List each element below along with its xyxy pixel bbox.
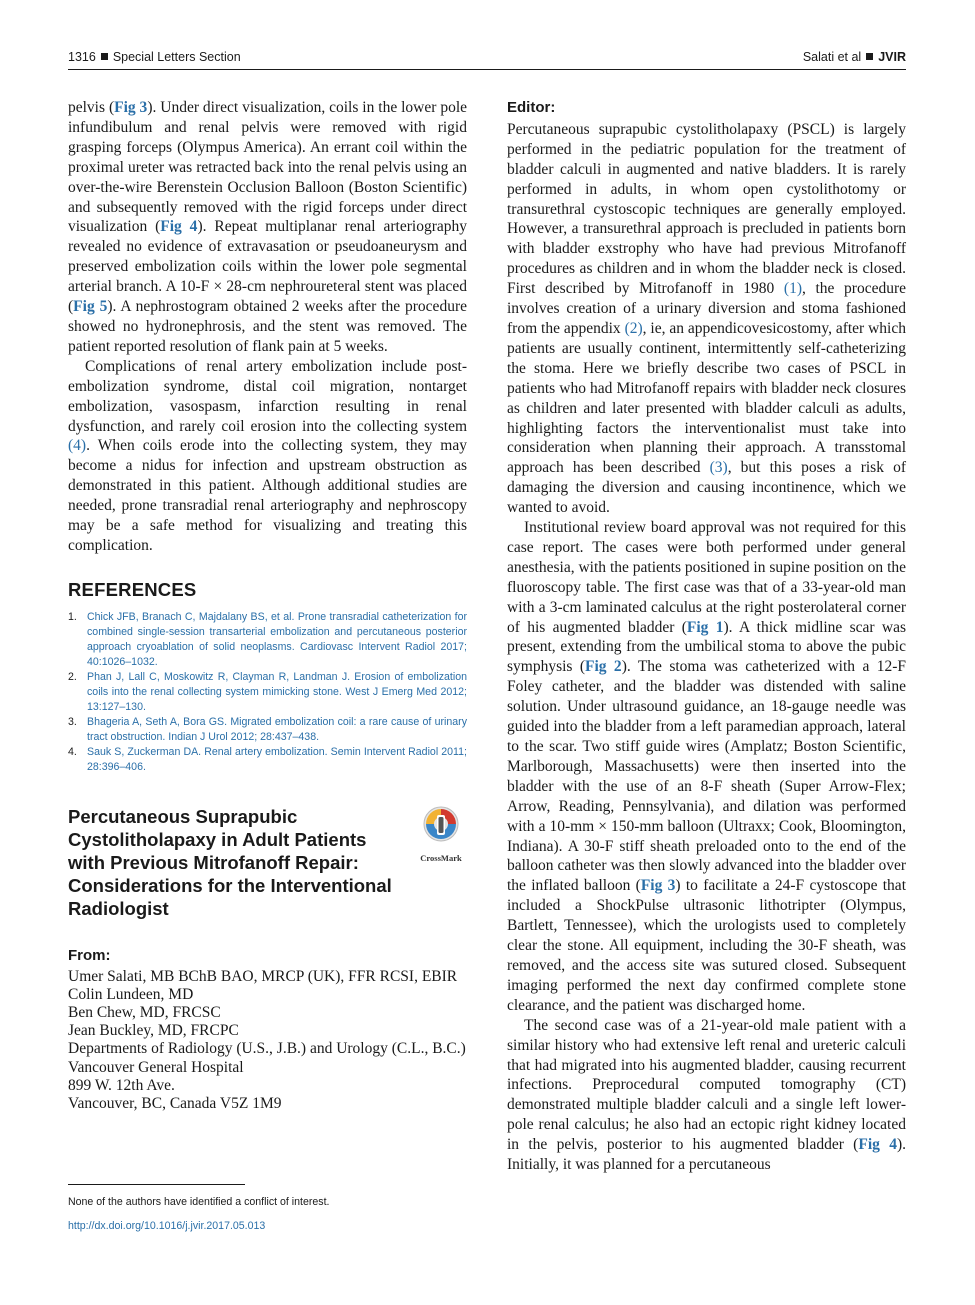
text-run: ). The stoma was catheterized with a 12-F Foley catheter, and the bladder was distended with saline solution. Under ultrasound guidance, an 18-gauge needle was guided into the bladder from a left paramedian approach, lateral to the scar. Two stiff guide wires (Amplatz; Boston Scientific, Marlborough, Massachusetts) were then inserted into the bladder with the use of an 8-F sheath (Super Arrow-Flex; Arrow, Reading, Pennsylvania), and dilation was performed with a 10-mm × 150-mm balloon (Ultraxx; Cook, Bloomington, Indiana). A 30-F stiff sheath preloaded onto to the end of the balloon catheter was then slowly advanced into the bladder over the inflated balloon ( [507,658,906,895]
reference-link[interactable]: Phan J, Lall C, Moskowitz R, Clayman R, Landman J. Erosion of embolization coils into the renal collecting system mimicking stone. West J Emerg Med 2012; 13:127–130. [87,670,467,713]
text-run: ). A nephrostogram obtained 2 weeks after the procedure showed no hydronephrosis, and the stent was removed. The patient reported resolution of flank pain at 5 weeks. [68,298,467,355]
text-run: Percutaneous suprapubic cystolitholapaxy (PSCL) is largely performed in the pediatric population for the treatment of bladder calculi in augmented and native bladders. It is rarely performed in adults, in whom open cystolithotomy or transurethral cystoscopic techniques are generally employed. However, a transurethral approach is precluded in patients born with bladder exstrophy who have had previous Mitrofanoff procedures as children and in whom the bladder neck is closed. First described by Mitrofanoff in 1980 [507,120,906,298]
text-run: pelvis ( [68,99,115,116]
author-line: Colin Lundeen, MD [68,985,194,1003]
body-paragraph [507,120,906,518]
body-paragraph [507,518,906,1016]
reference-link[interactable]: Sauk S, Zuckerman DA. Renal artery embolization. Semin Intervent Radiol 2011; 28:396–406. [87,745,467,773]
citation-link[interactable]: (2) [624,319,643,337]
references-heading: REFERENCES [68,578,197,600]
address-line: 899 W. 12th Ave. [68,1076,175,1094]
reference-item [68,715,467,745]
crossmark-label: CrossMark [420,852,462,863]
crossmark-icon [415,805,467,845]
article-title: Percutaneous Suprapubic Cystolitholapaxy in Adult Patients with Previous Mitrofanoff Repair: Considerations for the Interventional Radiologist [68,805,392,919]
body-paragraph [507,1016,906,1175]
figure-link[interactable]: Fig 1 [686,618,724,636]
text-run: , but this poses a risk of damaging the diversion and causing incontinence, which we wanted to avoid. [507,459,906,517]
text-run: ). A thick midline scar was present, extending from the umbilical stoma to above the pubic symphysis ( [507,618,906,676]
figure-link[interactable]: Fig 2 [585,658,622,676]
page-number: 1316 [68,50,96,64]
left-column [68,98,467,1113]
reference-list [68,610,467,775]
editor-heading: Editor: [507,99,556,116]
footnote-rule [68,1184,245,1185]
header-right [803,50,906,64]
header-left [68,50,241,64]
body-paragraph [68,98,467,357]
affiliation-line: Departments of Radiology (U.S., J.B.) and Urology (C.L., B.C.) [68,1040,466,1058]
author-line: Umer Salati, MB BChB BAO, MRCP (UK), FFR RCSI, EBIR [68,967,458,985]
text-run: Complications of renal artery embolization include post-embolization syndrome, distal coil migration, nontarget embolization, vasospasm, infarction resulting in renal dysfunction, and rarely coil erosion into the collecting system [68,357,467,435]
doi-link[interactable]: http://dx.doi.org/10.1016/j.jvir.2017.05.013 [68,1220,266,1232]
header-rule [68,69,906,70]
reference-item [68,610,467,670]
text-run: ) to facilitate a 24-F cystoscope that included a ShockPulse ultrasonic lithotripter (Olympus, Bartlett, Tennessee), which the urologists used to completely clear the stone. All equipment, including the 30-F sheath, was removed, and the access site was sutured closed. Subsequent imaging performed the next day confirmed complete stone clearance, and the patient was discharged home. [507,877,906,1014]
figure-link[interactable]: Fig 4 [160,218,198,236]
citation-link[interactable]: (3) [709,459,728,477]
text-run: . When coils erode into the collecting system, they may become a nidus for infection and upstream obstruction as demonstrated in this patient. Although additional studies are needed, prone transradial renal arteriography and nephroscopy may be a safe method for visualizing and treating this complication. [68,437,467,554]
figure-link[interactable]: Fig 3 [114,99,148,116]
article-title-block [68,805,467,920]
journal-name: JVIR [878,50,906,64]
text-run: The second case was of a 21-year-old male patient with a similar history who had extensive left renal and ureteric calculi that had migrated into his augmented bladder, causing recurrent infections. Preprocedural computed tomography (CT) demonstrated multiple bladder calculi and a single left lower-pole renal calculus; he also had an ectopic right kidney located in the pelvis, posterior to his augmented bladder ( [507,1016,906,1154]
figure-link[interactable]: Fig 3 [640,877,676,895]
reference-number: 1. [68,610,77,623]
reference-number: 4. [68,745,77,758]
author-affiliations [68,968,467,1114]
crossmark-badge[interactable] [415,805,467,863]
reference-number: 3. [68,715,77,728]
text-run: Institutional review board approval was not required for this case report. The cases were both performed under general anesthesia, with the patients positioned in supine position on the fluoroscopy table. The first case was that of a 33-year-old man with a 3-cm laminated calculus at the right posterolateral corner of his augmented bladder ( [507,519,906,636]
figure-link[interactable]: Fig 5 [73,298,108,316]
author-line: Jean Buckley, MD, FRCPC [68,1022,239,1040]
text-run: , the procedure involves creation of a urinary diversion and stoma fashioned from the appendix [507,280,906,337]
section-name: Special Letters Section [112,50,241,64]
reference-item [68,745,467,775]
reference-link[interactable]: Bhageria A, Seth A, Bora GS. Migrated embolization coil: a rare cause of urinary tract obstruction. Indian J Urol 2012; 28:437–438. [87,715,467,743]
right-column [507,98,906,1175]
reference-number: 2. [68,670,77,683]
text-run: ). Under direct visualization, coils in the lower pole infundibulum and renal pelvis were removed with rigid grasping forceps (Olympus America). An errant coil within the proximal ureter was retracted back into the renal pelvis using an over-the-wire Berenstein Occlusion Balloon (Boston Scientific) and subsequently removed with the rigid forceps under direct visualization ( [68,99,468,236]
text-run: , ie, an appendicovesicostomy, after which patients are usually continent, intermittently self-catheterizing the stoma. Here we briefly describe two cases of PSCL in patients who had Mitrofanoff repairs with bladder neck closures as children and later presented with bladder calculi as adults, highlighting factors the interventionalist must take into consideration when planning their approach. A transstomal approach has been described [507,319,906,477]
text-run: ). Repeat multiplanar renal arteriography revealed no evidence of extravasation or pseudoaneurysm and preserved embolization coils within the lower pole segmental arterial branch. A 10-F × 28-cm nephroureteral stent was placed ( [68,218,467,316]
citation-link[interactable]: (4) [68,437,87,455]
square-bullet-icon [101,53,108,60]
citation-link[interactable]: (1) [783,280,802,298]
body-paragraph [68,357,467,556]
running-header [68,48,906,68]
reference-link[interactable]: Chick JFB, Branach C, Majdalany BS, et al. Prone transradial catheterization for combined single-session transarterial embolization and percutaneous posterior approach cryoablation of solid neoplasms. Cardiovasc Intervent Radiol 2017; 40:1026–1032. [87,610,467,668]
square-bullet-icon [866,53,873,60]
conflict-footnote: None of the authors have identified a conflict of interest. [68,1196,330,1208]
reference-item [68,670,467,715]
from-heading: From: [68,946,111,964]
address-line: Vancouver, BC, Canada V5Z 1M9 [68,1095,282,1113]
affiliation-line: Vancouver General Hospital [68,1058,244,1076]
author-line: Ben Chew, MD, FRCSC [68,1004,221,1022]
text-run: ). Initially, it was planned for a percutaneous [507,1136,907,1174]
figure-link[interactable]: Fig 4 [858,1136,897,1154]
running-authors: Salati et al [802,50,862,64]
